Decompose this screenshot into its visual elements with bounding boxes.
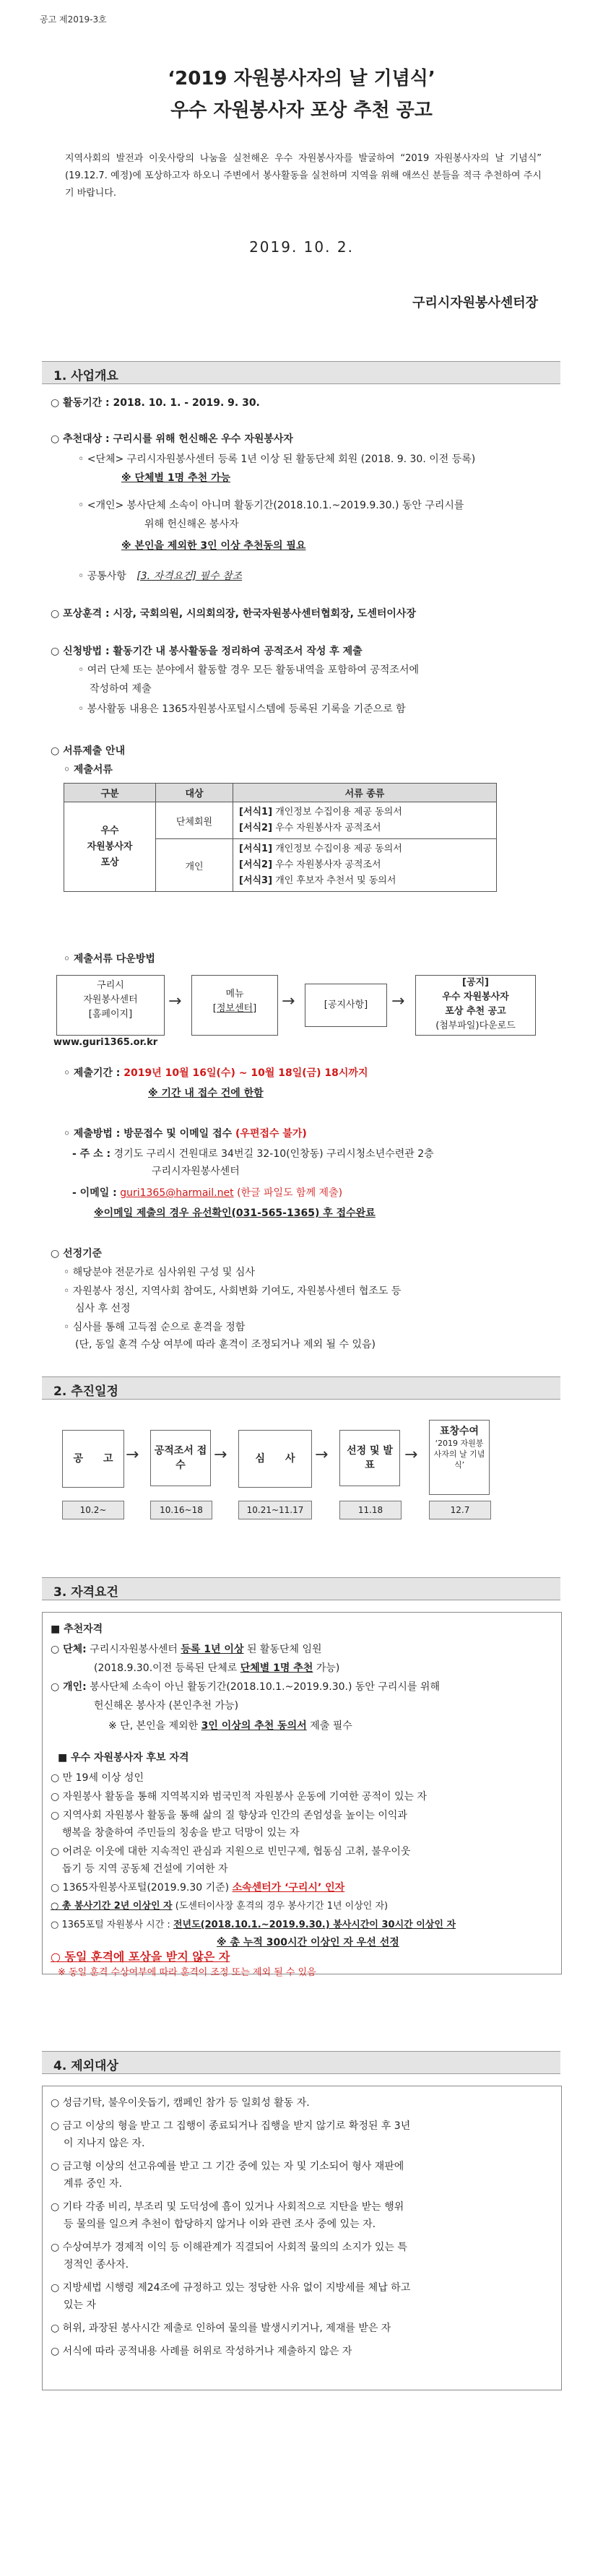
download-method: ◦ 제출서류 다운방법 xyxy=(64,953,155,965)
cand-item-6-emphasis: ○ 총 봉사기간 2년 이상인 자 xyxy=(51,1901,173,1912)
address-line-1: 경기도 구리시 건원대로 34번길 32-10(인창동) 구리시청소년수련관 2층 xyxy=(113,1148,434,1160)
cand-item-7-note: ※ 총 누적 300시간 이상인 자 우선 선정 xyxy=(217,1937,399,1948)
submit-method xyxy=(64,1127,307,1141)
arrow-right-icon: → xyxy=(315,1446,329,1464)
cand-item-6-text: (도센터이사장 훈격의 경우 봉사기간 1년 이상인 자) xyxy=(175,1901,389,1912)
arrow-right-icon: → xyxy=(168,992,182,1010)
table-header: 대상 xyxy=(156,784,233,802)
flow-box-notice: [공지사항] xyxy=(305,984,387,1027)
doc-item xyxy=(239,841,490,857)
common-items-emphasis: [3. 자격요건] 필수 참조 xyxy=(136,571,243,582)
award-grades: ○ 포상훈격 : 시장, 국회의원, 시의회의장, 한국자원봉사센터협회장, 도센터이사장 xyxy=(51,608,416,620)
exclusion-item-cont: 등 물의를 일으켜 추천이 합당하지 않거나 이와 관련 조사 중에 있는 자. xyxy=(64,2219,376,2230)
target-individual-note: ※ 본인을 제외한 3인 이상 추천동의 필요 xyxy=(121,540,306,552)
flow-text: 우수 자원봉사자 xyxy=(442,992,509,1002)
doc-item xyxy=(239,857,490,873)
doc-form-name: 우수 자원봉사자 공적조서 xyxy=(275,859,381,870)
cand-item-5-text: ○ 1365자원봉사포털(2019.9.30 기준) xyxy=(51,1882,230,1894)
notice-date: 2019. 10. 2. xyxy=(249,238,354,256)
table-header: 서류 종류 xyxy=(233,784,497,802)
doc-form-name: 개인정보 수집이용 제공 동의서 xyxy=(275,844,402,854)
arrow-right-icon: → xyxy=(391,992,405,1010)
section-4-title: 4. 제외대상 xyxy=(53,2059,118,2073)
exclusion-item: ○ 기타 각종 비리, 부조리 및 도덕성에 흠이 있거나 사회적으로 지탄을 받는 행위 xyxy=(51,2201,404,2213)
qual-group-emphasis: 등록 1년 이상 xyxy=(181,1644,244,1655)
common-items-label: ◦ 공통사항 xyxy=(78,571,126,582)
qual-group-label: ○ 단체: xyxy=(51,1644,87,1655)
recommend-qualification: ■ 추천자격 xyxy=(51,1623,103,1635)
qual-group xyxy=(51,1642,322,1657)
doc-form-no: [서식3] xyxy=(239,875,273,886)
qual-individual-label: ○ 개인: xyxy=(51,1681,87,1693)
schedule-step-final xyxy=(429,1420,490,1495)
schedule-step: 공 고 xyxy=(62,1430,124,1488)
submit-method-label: ◦ 제출방법 : 방문접수 및 이메일 접수 xyxy=(64,1128,233,1140)
schedule-date: 12.7 xyxy=(429,1501,491,1519)
cand-item-2: ○ 자원봉사 활동을 통해 지역복지와 범국민적 자원봉사 운동에 기여한 공적이 있는 자 xyxy=(51,1791,427,1803)
qual-individual xyxy=(51,1680,440,1694)
exclusion-item: ○ 금고 이상의 형을 받고 그 집행이 종료되거나 집행을 받지 않기로 확정된 후 3년 xyxy=(51,2120,411,2132)
table-row xyxy=(64,802,497,839)
method-bullet-1b: 작성하여 제출 xyxy=(90,683,152,695)
schedule-date: 10.2~ xyxy=(62,1501,124,1519)
doc-form-name: 개인 후보자 추천서 및 동의서 xyxy=(275,875,396,886)
flow-text: (첨부파일)다운로드 xyxy=(435,1020,516,1031)
exclusion-item-cont: 계류 중인 자. xyxy=(64,2178,122,2190)
target-cell: 단체회원 xyxy=(156,802,233,839)
deadline xyxy=(64,1066,368,1080)
schedule-step-name: 표창수여 xyxy=(439,1426,480,1437)
qual-group-2-emphasis: 단체별 1명 추천 xyxy=(240,1662,313,1674)
doc-form-name: 우수 자원봉사자 공적조서 xyxy=(275,823,381,833)
qual-group-text: 구리시자원봉사센터 xyxy=(90,1644,178,1655)
exclusion-item: ○ 허위, 과장된 봉사시간 제출로 인하여 물의를 발생시키거나, 제재를 받은 자 xyxy=(51,2323,391,2334)
exclusion-item-cont: 있는 자 xyxy=(64,2299,97,2311)
selection-bullet-1: ◦ 해당분야 전문가로 심사위원 구성 및 심사 xyxy=(64,1267,255,1278)
category-text: 우수 xyxy=(100,825,119,836)
exclusion-item: ○ 성금기탁, 불우이웃돕기, 캠페인 참가 등 일회성 활동 자. xyxy=(51,2097,310,2109)
issuing-organization: 구리시자원봉사센터장 xyxy=(412,295,538,311)
arrow-right-icon: → xyxy=(404,1446,418,1464)
table-header-row xyxy=(64,784,497,802)
flow-box-homepage xyxy=(56,975,165,1036)
selection-criteria: ○ 선정기준 xyxy=(51,1248,103,1259)
target-group-note: ※ 단체별 1명 추천 가능 xyxy=(121,472,231,484)
exclusion-item-cont: 정적인 종사자. xyxy=(64,2259,129,2271)
doc-form-no: [서식1] xyxy=(239,844,273,854)
selection-bullet-2: ◦ 자원봉사 정신, 지역사회 참여도, 사회변화 기여도, 자원봉사센터 협조도 등 xyxy=(64,1285,402,1297)
flow-text: [공지] xyxy=(462,977,489,988)
qual-note-end: 제출 필수 xyxy=(310,1720,352,1732)
email-address[interactable]: guri1365@harmail.net xyxy=(120,1187,234,1199)
qual-individual-text: 봉사단체 소속이 아닌 활동기간(2018.10.1.~2019.9.30.) 동안 구리시를 위해 xyxy=(90,1681,440,1693)
cand-item-3b: 행복을 창출하여 주민들의 칭송을 받고 덕망이 있는 자 xyxy=(62,1827,300,1839)
section-1-title: 1. 사업개요 xyxy=(53,369,118,383)
address-label: - 주 소 : xyxy=(72,1148,111,1160)
flow-text: 자원봉사센터 xyxy=(83,994,138,1005)
schedule-step: 공적조서 접 수 xyxy=(150,1430,211,1486)
schedule-date: 11.18 xyxy=(339,1501,402,1519)
cand-item-7-text: ○ 1365포털 자원봉사 시간 : xyxy=(51,1920,170,1930)
category-text: 포상 xyxy=(100,857,119,868)
flow-text: 구리시 xyxy=(97,980,124,991)
homepage-url[interactable]: www.guri1365.or.kr xyxy=(53,1037,158,1048)
doc-item xyxy=(239,820,490,836)
exclusion-item: ○ 금고형 이상의 선고유예를 받고 그 기간 중에 있는 자 및 기소되어 형사 재판에 xyxy=(51,2161,404,2172)
doc-item xyxy=(239,805,490,820)
deadline-label: ◦ 제출기간 : xyxy=(64,1067,121,1079)
intro-paragraph: 지역사회의 발전과 이웃사랑의 나눔을 실천해온 우수 자원봉사자를 발굴하여 “2019 자원봉사자의 날 기념식” (19.12.7. 예정)에 포상하고자 하오니 주변에서 봉사활동을 실천하며 지역을 위해 애쓰신 분들을 적극 추천하여 주시기 바랍니다. xyxy=(65,153,542,199)
cand-item-4b: 돕기 등 지역 공동체 건설에 기여한 자 xyxy=(62,1863,228,1875)
target-cell: 개인 xyxy=(156,839,233,892)
flow-text: [정보센터] xyxy=(212,1003,257,1014)
docs-cell xyxy=(233,802,497,839)
cand-item-8-note: ※ 동일 훈격 수상여부에 따라 훈격이 조정 또는 제외 될 수 있음 xyxy=(58,1967,316,1978)
selection-bullet-3: ◦ 심사를 통해 고득점 순으로 훈격을 정함 xyxy=(64,1322,246,1333)
cand-item-8: ○ 동일 훈격에 포상을 받지 않은 자 xyxy=(51,1950,230,1964)
flow-text: 메뉴 xyxy=(225,989,244,999)
candidate-qualification: ■ 우수 자원봉사자 후보 자격 xyxy=(58,1752,189,1764)
section-3-header xyxy=(42,1577,560,1600)
common-items xyxy=(78,569,242,584)
docs-cell xyxy=(233,839,497,892)
cand-item-7-emphasis: 전년도(2018.10.1.~2019.9.30.) 봉사시간이 30시간 이상인 자 xyxy=(173,1920,456,1930)
arrow-right-icon: → xyxy=(126,1446,139,1464)
deadline-note: ※ 기간 내 접수 건에 한함 xyxy=(148,1088,264,1099)
activity-period: ○ 활동기간 : 2018. 10. 1. - 2019. 9. 30. xyxy=(51,397,260,409)
section-2-header xyxy=(42,1376,560,1400)
email xyxy=(72,1186,342,1200)
schedule-date: 10.21~11.17 xyxy=(238,1501,312,1519)
qual-individual-note xyxy=(108,1719,352,1733)
recommend-target: ○ 추천대상 : 구리시를 위해 헌신해온 우수 자원봉사자 xyxy=(51,433,293,445)
schedule-step-sub: ‘2019 자원봉사자의 날 기념식’ xyxy=(433,1439,485,1470)
target-individual-2: 위해 헌신해온 봉사자 xyxy=(144,519,239,530)
notice-number: 공고 제2019-3호 xyxy=(40,14,107,25)
cand-item-3: ○ 지역사회 자원봉사 활동을 통해 삶의 질 향상과 인간의 존엄성을 높이는 이익과 xyxy=(51,1810,407,1821)
qual-group-text-end: 된 활동단체 임원 xyxy=(246,1644,322,1655)
section-1-header xyxy=(42,361,560,384)
submit-method-note: (우편접수 불가) xyxy=(235,1128,307,1140)
doc-form-no: [서식2] xyxy=(239,823,273,833)
table-header: 구분 xyxy=(64,784,156,802)
arrow-right-icon: → xyxy=(282,992,295,1010)
email-label: - 이메일 : xyxy=(72,1187,117,1199)
arrow-right-icon: → xyxy=(214,1446,227,1464)
email-warning: ※이메일 제출의 경우 유선확인(031-565-1365) 후 접수완료 xyxy=(94,1207,376,1219)
address xyxy=(72,1147,434,1161)
flow-text: 포상 추천 공고 xyxy=(445,1006,506,1017)
selection-bullet-2b: 심사 후 선정 xyxy=(75,1303,131,1314)
cand-item-5 xyxy=(51,1881,344,1895)
qual-group-2-end: 가능) xyxy=(316,1662,340,1674)
doc-item xyxy=(239,873,490,889)
title-line-2: 우수 자원봉사자 포상 추천 공고 xyxy=(170,100,433,121)
doc-form-no: [서식2] xyxy=(239,859,273,870)
exclusion-item: ○ 서식에 따라 공적내용 사례를 허위로 작성하거나 제출하지 않은 자 xyxy=(51,2346,352,2357)
deadline-value: 2019년 10월 16일(수) ~ 10월 18일(금) 18시까지 xyxy=(123,1067,368,1079)
flow-box-menu xyxy=(191,975,278,1036)
title-line-1: ‘2019 자원봉사자의 날 기념식’ xyxy=(168,68,435,90)
method-bullet-1: ◦ 여러 단체 또는 분야에서 활동할 경우 모든 활동내역을 포함하여 공적조서에 xyxy=(78,664,420,676)
doc-form-name: 개인정보 수집이용 제공 동의서 xyxy=(275,807,402,818)
cand-item-7 xyxy=(51,1918,456,1933)
cand-item-5-emphasis: 소속센터가 ‘구리시’ 인자 xyxy=(232,1882,345,1894)
documents-table xyxy=(64,783,497,892)
qual-individual-2: 헌신해온 봉사자 (본인추천 가능) xyxy=(94,1700,239,1712)
section-4-header xyxy=(42,2051,560,2074)
address-line-2: 구리시자원봉사센터 xyxy=(152,1166,240,1177)
application-method: ○ 신청방법 : 활동기간 내 봉사활동을 정리하여 공적조서 작성 후 제출 xyxy=(51,646,363,657)
method-bullet-2: ◦ 봉사활동 내용은 1365자원봉사포털시스템에 등록된 기록을 기준으로 함 xyxy=(78,703,406,715)
category-text: 자원봉사자 xyxy=(87,841,133,852)
target-individual-1: ◦ <개인> 봉사단체 소속이 아니며 활동기간(2018.10.1.~2019.9.30.) 동안 구리시를 xyxy=(78,500,464,511)
qual-group-2-text: (2018.9.30.이전 등록된 단체로 xyxy=(94,1662,238,1674)
cand-item-1: ○ 만 19세 이상 성인 xyxy=(51,1772,144,1784)
schedule-date: 10.16~18 xyxy=(150,1501,212,1519)
doc-form-no: [서식1] xyxy=(239,807,273,818)
documents-sub: ◦ 제출서류 xyxy=(64,764,113,776)
selection-bullet-3b: (단, 동일 훈격 수상 여부에 따라 훈격이 조정되거나 제외 될 수 있음) xyxy=(75,1339,376,1350)
cand-item-6 xyxy=(51,1899,388,1914)
qual-note-emphasis: 3인 이상의 추천 동의서 xyxy=(201,1720,307,1732)
schedule-step: 선정 및 발 표 xyxy=(339,1430,400,1486)
cand-item-4: ○ 어려운 이웃에 대한 지속적인 관심과 지원으로 빈민구제, 협동심 고취, 불우이웃 xyxy=(51,1846,411,1857)
exclusion-item: ○ 수상여부가 경제적 이익 등 이해관계가 직결되어 사회적 물의의 소지가 있는 특 xyxy=(51,2242,407,2253)
schedule-step: 심 사 xyxy=(238,1430,312,1488)
section-2-title: 2. 추진일정 xyxy=(53,1384,118,1399)
email-note: (한글 파일도 함께 제출) xyxy=(237,1187,343,1199)
flow-box-post xyxy=(415,975,536,1036)
exclusion-item: ○ 지방세법 시행령 제24조에 규정하고 있는 정당한 사유 없이 지방세를 체납 하고 xyxy=(51,2282,411,2294)
exclusion-item-cont: 이 지나지 않은 자. xyxy=(64,2138,145,2149)
qual-note-text: ※ 단, 본인을 제외한 xyxy=(108,1720,199,1732)
section-3-title: 3. 자격요건 xyxy=(53,1585,118,1600)
qual-group-2 xyxy=(94,1661,339,1675)
documents-guide: ○ 서류제출 안내 xyxy=(51,745,126,757)
flow-text: [홈페이지] xyxy=(88,1009,133,1020)
category-cell xyxy=(64,802,156,892)
target-group: ◦ <단체> 구리시자원봉사센터 등록 1년 이상 된 활동단체 회원 (2018. 9. 30. 이전 등록) xyxy=(78,454,476,465)
